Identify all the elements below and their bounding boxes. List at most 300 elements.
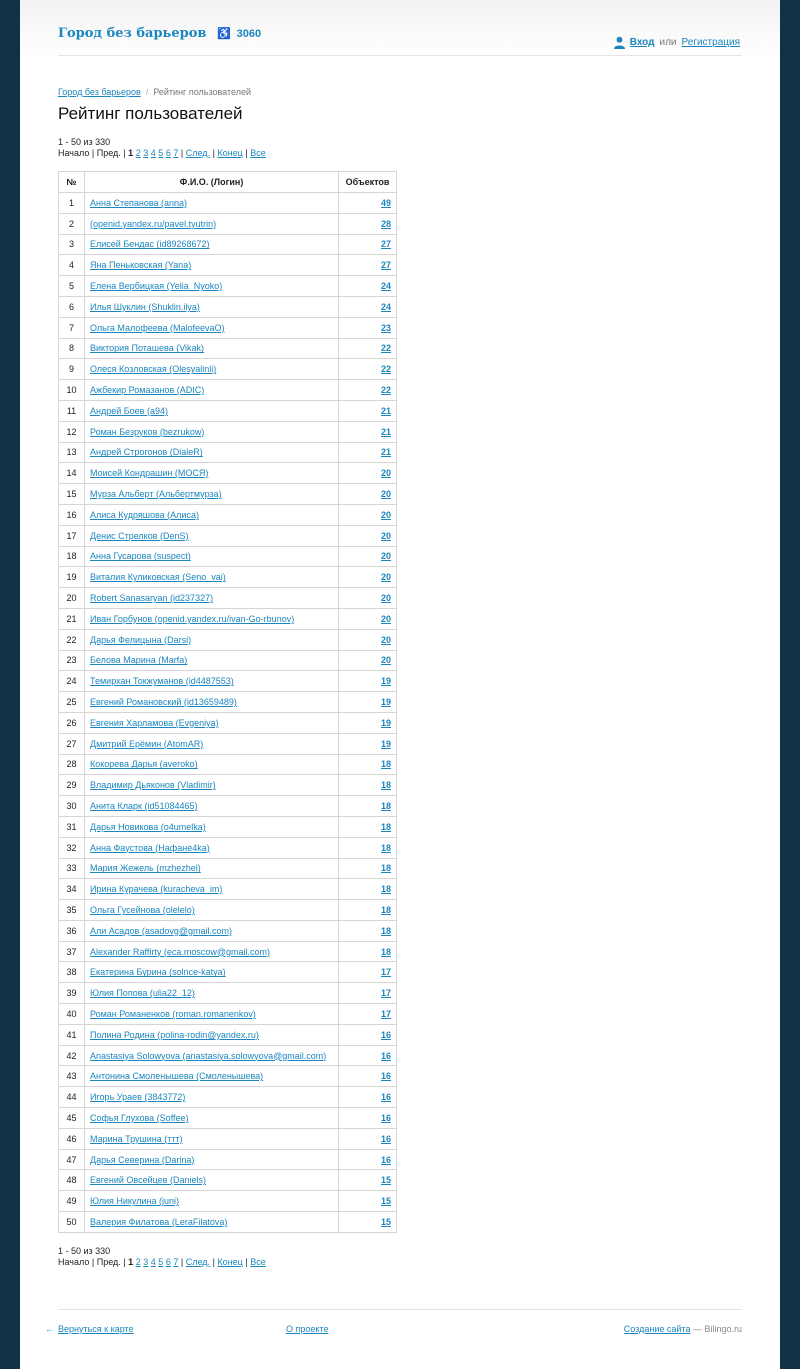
user-link[interactable]: Валерия Филатова (LeraFilatova)	[90, 1216, 228, 1227]
login-link[interactable]: Вход	[629, 37, 655, 48]
pager-separator: |	[91, 148, 95, 158]
objects-cell	[339, 879, 397, 900]
objects-count-link[interactable]: 20	[380, 489, 391, 500]
user-link[interactable]: Иван Горбунов (openid.yandex.ru/ivan-Go-rbunov)	[90, 613, 295, 624]
objects-cell	[339, 900, 397, 921]
user-link[interactable]: Виталия Куликовская (Seno_vai)	[90, 572, 226, 583]
objects-count-link[interactable]: 16	[380, 1154, 391, 1165]
register-link[interactable]: Регистрация	[681, 37, 740, 48]
objects-count-link[interactable]: 20	[380, 468, 391, 479]
objects-count-link[interactable]: 19	[380, 697, 391, 708]
pager-separator: |	[212, 1257, 215, 1267]
name-cell	[85, 1108, 339, 1129]
objects-count-link[interactable]: 18	[380, 821, 391, 832]
user-link[interactable]: Владимир Дьяконов (Vladimir)	[90, 780, 216, 791]
objects-count-link[interactable]: 18	[380, 759, 391, 770]
user-link[interactable]: Мария Жежель (mzhezhel)	[90, 863, 201, 874]
pager-bottom	[58, 1246, 266, 1268]
name-cell	[85, 712, 339, 733]
table-row	[59, 671, 397, 692]
objects-cell	[339, 1149, 397, 1170]
header-num: №	[59, 172, 85, 193]
objects-cell	[339, 1170, 397, 1191]
row-number: 30	[59, 796, 85, 817]
objects-count-link[interactable]: 20	[380, 634, 391, 645]
objects-count-link[interactable]: 16	[380, 1029, 391, 1040]
pager-last-link[interactable]: Конец	[217, 148, 243, 158]
objects-count-link[interactable]: 23	[380, 322, 391, 333]
name-cell	[85, 1149, 339, 1170]
objects-count-link[interactable]: 19	[380, 738, 391, 749]
table-row	[59, 629, 397, 650]
page-title: Рейтинг пользователей	[58, 104, 243, 123]
objects-cell	[339, 775, 397, 796]
pager-page-link[interactable]: 3	[143, 1257, 149, 1267]
about-link[interactable]: О проекте	[286, 1324, 329, 1334]
objects-cell	[339, 858, 397, 879]
table-row	[59, 1087, 397, 1108]
objects-count-link[interactable]: 16	[380, 1050, 391, 1061]
table-row	[59, 276, 397, 297]
user-link[interactable]: Анна Гусарова (suspect)	[90, 551, 191, 562]
name-cell	[85, 837, 339, 858]
name-cell	[85, 1045, 339, 1066]
name-cell	[85, 1004, 339, 1025]
objects-cell	[339, 234, 397, 255]
user-link[interactable]: Полина Родина (polina-rodin@yandex.ru)	[90, 1029, 259, 1040]
name-cell	[85, 941, 339, 962]
user-link[interactable]: Дарья Новикова (o4umelka)	[90, 821, 206, 832]
pager-page-link[interactable]: 4	[150, 148, 156, 158]
row-number: 17	[59, 525, 85, 546]
row-number: 9	[59, 359, 85, 380]
name-cell	[85, 504, 339, 525]
objects-cell	[339, 1108, 397, 1129]
row-number: 2	[59, 213, 85, 234]
user-link[interactable]: Яна Пеньковская (Yana)	[90, 260, 192, 271]
user-link[interactable]: Robert Sanasaryan (id237327)	[90, 593, 214, 604]
user-link[interactable]: Темирхан Токжуманов (id4487553)	[90, 676, 234, 687]
footer-back	[45, 1324, 134, 1334]
user-link[interactable]: Anastasiya Solowyova (anastasiya.solowyova@gmail.com)	[90, 1050, 327, 1061]
name-cell	[85, 213, 339, 234]
name-cell	[85, 400, 339, 421]
objects-count-link[interactable]: 15	[380, 1216, 391, 1227]
name-cell	[85, 629, 339, 650]
objects-count-link[interactable]: 16	[380, 1112, 391, 1123]
header-objects: Объектов	[339, 172, 397, 193]
objects-count-link[interactable]: 24	[380, 301, 391, 312]
objects-count-link[interactable]: 19	[380, 717, 391, 728]
name-cell	[85, 1191, 339, 1212]
user-link[interactable]: Олеся Козловская (Olesyalinli)	[90, 364, 217, 375]
user-link[interactable]: Алиса Кудряшова (Алиса)	[90, 509, 199, 520]
table-row	[59, 317, 397, 338]
table-row	[59, 858, 397, 879]
user-link[interactable]: Кокорева Дарья (averoko)	[90, 759, 198, 770]
objects-count-link[interactable]: 17	[380, 967, 391, 978]
rating-table	[58, 171, 397, 1233]
name-cell	[85, 1170, 339, 1191]
user-link[interactable]: Марина Трушина (ттт)	[90, 1133, 183, 1144]
table-row	[59, 1128, 397, 1149]
name-cell	[85, 1024, 339, 1045]
objects-count-link[interactable]: 18	[380, 884, 391, 895]
row-number: 44	[59, 1087, 85, 1108]
objects-count-link[interactable]: 20	[380, 509, 391, 520]
objects-cell	[339, 1045, 397, 1066]
pager-page-link[interactable]: 7	[173, 148, 179, 158]
objects-count-link[interactable]: 22	[380, 343, 391, 354]
site-logo[interactable]	[58, 26, 261, 41]
user-link[interactable]: Екатерина Бурина (solnce-katya)	[90, 967, 226, 978]
table-row	[59, 1066, 397, 1087]
row-number: 1	[59, 193, 85, 214]
pager-last-link[interactable]: Конец	[217, 1257, 243, 1267]
header-name: Ф.И.О. (Логин)	[85, 172, 339, 193]
name-cell	[85, 380, 339, 401]
objects-count-link[interactable]: 49	[380, 197, 391, 208]
table-row	[59, 1170, 397, 1191]
name-cell	[85, 858, 339, 879]
row-number: 13	[59, 442, 85, 463]
divider	[58, 1309, 742, 1310]
user-link[interactable]: (openid.yandex.ru/pavel.tyutrin)	[90, 218, 217, 229]
table-row	[59, 1045, 397, 1066]
user-link[interactable]: Елена Вербицкая (Yelia_Nyoko)	[90, 281, 223, 292]
pager-separator: |	[180, 148, 184, 158]
row-number: 12	[59, 421, 85, 442]
name-cell	[85, 421, 339, 442]
user-link[interactable]: Андрей Боев (a94)	[90, 405, 168, 416]
pager-next-link[interactable]: След.	[185, 148, 211, 158]
row-number: 32	[59, 837, 85, 858]
objects-count: 3060	[236, 28, 262, 40]
table-row	[59, 1024, 397, 1045]
objects-count-link[interactable]: 18	[380, 842, 391, 853]
table-row	[59, 525, 397, 546]
table-row	[59, 567, 397, 588]
objects-count-link[interactable]: 19	[380, 676, 391, 687]
site-title[interactable]: Город без барьеров	[58, 26, 207, 41]
back-arrow-icon: ←	[45, 1324, 54, 1334]
objects-count-link[interactable]: 20	[380, 551, 391, 562]
row-number: 22	[59, 629, 85, 650]
row-number: 48	[59, 1170, 85, 1191]
objects-cell	[339, 754, 397, 775]
user-link[interactable]: Евгения Харламова (Evgeniya)	[90, 717, 219, 728]
objects-count-link[interactable]: 20	[380, 572, 391, 583]
table-row	[59, 546, 397, 567]
name-cell	[85, 193, 339, 214]
objects-count-link[interactable]: 27	[380, 260, 391, 271]
name-cell	[85, 671, 339, 692]
wheelchair-icon: ♿	[216, 27, 231, 40]
user-link[interactable]: Елисей Бендас (id89268672)	[90, 239, 210, 250]
objects-count-link[interactable]: 18	[380, 946, 391, 957]
objects-cell	[339, 588, 397, 609]
name-cell	[85, 525, 339, 546]
objects-cell	[339, 463, 397, 484]
user-link[interactable]: Роман Безруков (bezrukow)	[90, 426, 205, 437]
objects-cell	[339, 567, 397, 588]
or-text: или	[659, 37, 677, 48]
row-number: 18	[59, 546, 85, 567]
objects-cell	[339, 421, 397, 442]
table-row	[59, 1212, 397, 1233]
table-row	[59, 962, 397, 983]
pager-page-link[interactable]: 4	[150, 1257, 156, 1267]
objects-cell	[339, 920, 397, 941]
user-link[interactable]: Анна Степанова (anna)	[90, 197, 188, 208]
objects-count-link[interactable]: 16	[380, 1133, 391, 1144]
objects-cell	[339, 837, 397, 858]
row-number: 10	[59, 380, 85, 401]
breadcrumb-separator: /	[145, 87, 149, 97]
name-cell	[85, 692, 339, 713]
user-link[interactable]: Игорь Ураев (3843772)	[90, 1092, 186, 1103]
row-number: 43	[59, 1066, 85, 1087]
pager-first: Начало	[58, 148, 90, 158]
footer-about	[286, 1324, 328, 1334]
objects-cell	[339, 1087, 397, 1108]
objects-count-link[interactable]: 20	[380, 530, 391, 541]
pager-page-link[interactable]: 3	[143, 148, 149, 158]
table-row	[59, 1004, 397, 1025]
row-number: 28	[59, 754, 85, 775]
objects-cell	[339, 733, 397, 754]
table-row	[59, 463, 397, 484]
pager-current-page: 1	[128, 1257, 134, 1267]
pager-next-link[interactable]: След.	[185, 1257, 211, 1267]
name-cell	[85, 546, 339, 567]
objects-count-link[interactable]: 15	[380, 1196, 391, 1207]
footer-credit	[624, 1324, 742, 1334]
pager-page-link[interactable]: 6	[165, 148, 171, 158]
name-cell	[85, 338, 339, 359]
credit-text: — Bilingo.ru	[692, 1324, 742, 1334]
name-cell	[85, 754, 339, 775]
pager-first: Начало	[58, 1257, 90, 1267]
user-link[interactable]: Илья Шуклин (Shuklin.ilya)	[90, 301, 200, 312]
table-row	[59, 504, 397, 525]
objects-cell	[339, 608, 397, 629]
name-cell	[85, 567, 339, 588]
row-number: 50	[59, 1212, 85, 1233]
name-cell	[85, 900, 339, 921]
table-row	[59, 1108, 397, 1129]
user-link[interactable]: Антонина Смоленышева (Смоленышева)	[90, 1071, 264, 1082]
objects-count-link[interactable]: 15	[380, 1175, 391, 1186]
user-link[interactable]: Роман Романенков (roman.romanenkov)	[90, 1008, 256, 1019]
user-link[interactable]: Али Асадов (asadovg@gmail.com)	[90, 925, 232, 936]
objects-count-link[interactable]: 24	[380, 281, 391, 292]
table-row	[59, 359, 397, 380]
table-row	[59, 941, 397, 962]
row-number: 24	[59, 671, 85, 692]
name-cell	[85, 1128, 339, 1149]
user-link[interactable]: Ажбекир Ромазанов (ADIC)	[90, 385, 205, 396]
objects-cell	[339, 525, 397, 546]
user-link[interactable]: Денис Стрелков (DenS)	[90, 530, 189, 541]
breadcrumb-home[interactable]: Город без барьеров	[58, 87, 141, 97]
pager-separator: |	[245, 1257, 248, 1267]
table-row	[59, 234, 397, 255]
row-number: 19	[59, 567, 85, 588]
pager-range: 1 - 50 из 330	[58, 137, 111, 147]
objects-cell	[339, 1004, 397, 1025]
objects-cell	[339, 941, 397, 962]
objects-cell	[339, 1128, 397, 1149]
row-number: 47	[59, 1149, 85, 1170]
row-number: 46	[59, 1128, 85, 1149]
objects-count-link[interactable]: 18	[380, 925, 391, 936]
objects-cell	[339, 962, 397, 983]
objects-count-link[interactable]: 21	[380, 405, 391, 416]
pager-page-link[interactable]: 5	[158, 1257, 164, 1267]
row-number: 5	[59, 276, 85, 297]
objects-count-link[interactable]: 20	[380, 613, 391, 624]
auth-links	[613, 36, 740, 49]
objects-count-link[interactable]: 22	[380, 385, 391, 396]
pager-page-link[interactable]: 5	[158, 148, 164, 158]
name-cell	[85, 920, 339, 941]
user-link[interactable]: Юлия Никулина (juni)	[90, 1196, 179, 1207]
pager-prev: Пред.	[96, 1257, 121, 1267]
table-row	[59, 213, 397, 234]
objects-cell	[339, 484, 397, 505]
table-row	[59, 837, 397, 858]
objects-count-link[interactable]: 22	[380, 364, 391, 375]
pager-all-link[interactable]: Все	[250, 1257, 266, 1267]
objects-count-link[interactable]: 16	[380, 1092, 391, 1103]
table-row	[59, 400, 397, 421]
objects-count-link[interactable]: 18	[380, 801, 391, 811]
table-row	[59, 692, 397, 713]
name-cell	[85, 650, 339, 671]
user-link[interactable]: Ирина Курачева (kuracheva_im)	[90, 884, 223, 895]
objects-count-link[interactable]: 17	[380, 1008, 391, 1019]
table-row	[59, 920, 397, 941]
objects-count-link[interactable]: 28	[380, 218, 391, 229]
user-link[interactable]: Анита Кларк (id51084465)	[90, 801, 198, 811]
user-link[interactable]: Юлия Попова (ulia22_12)	[90, 988, 195, 999]
user-link[interactable]: Ольга Гусейнова (olelelo)	[90, 904, 195, 915]
table-row	[59, 380, 397, 401]
user-link[interactable]: Ольга Малофеева (MalofeevaO)	[90, 322, 225, 333]
row-number: 35	[59, 900, 85, 921]
objects-cell	[339, 671, 397, 692]
objects-cell	[339, 796, 397, 817]
name-cell	[85, 962, 339, 983]
name-cell	[85, 484, 339, 505]
objects-count-link[interactable]: 18	[380, 863, 391, 874]
objects-cell	[339, 712, 397, 733]
objects-cell	[339, 400, 397, 421]
divider	[58, 55, 742, 56]
user-link[interactable]: Белова Марина (Marfa)	[90, 655, 188, 666]
objects-cell	[339, 276, 397, 297]
pager-page-link[interactable]: 2	[135, 1257, 141, 1267]
table-row	[59, 588, 397, 609]
objects-count-link[interactable]: 20	[380, 655, 391, 666]
objects-cell	[339, 1066, 397, 1087]
user-link[interactable]: Анна Фаустова (Нафане4ka)	[90, 842, 210, 853]
table-row	[59, 1149, 397, 1170]
row-number: 45	[59, 1108, 85, 1129]
objects-cell	[339, 359, 397, 380]
table-header-row	[59, 172, 397, 193]
pager-page-link[interactable]: 7	[173, 1257, 179, 1267]
row-number: 26	[59, 712, 85, 733]
user-link[interactable]: Виктория Поташева (Vikak)	[90, 343, 205, 354]
objects-cell	[339, 380, 397, 401]
name-cell	[85, 608, 339, 629]
pager-page-link[interactable]: 2	[135, 148, 141, 158]
objects-count-link[interactable]: 18	[380, 780, 391, 791]
pager-prev: Пред.	[96, 148, 121, 158]
user-link[interactable]: Евгений Овсейцев (Daniels)	[90, 1175, 206, 1186]
row-number: 27	[59, 733, 85, 754]
pager-page-link[interactable]: 6	[165, 1257, 171, 1267]
user-link[interactable]: Андрей Строгонов (DialeR)	[90, 447, 203, 458]
objects-cell	[339, 650, 397, 671]
site-creation-link[interactable]: Создание сайта	[623, 1324, 691, 1334]
objects-count-link[interactable]: 27	[380, 239, 391, 250]
user-link[interactable]: Alexander Raffirty (eca.moscow@gmail.com)	[90, 946, 271, 957]
objects-count-link[interactable]: 20	[380, 593, 391, 604]
name-cell	[85, 1212, 339, 1233]
objects-cell	[339, 442, 397, 463]
objects-count-link[interactable]: 16	[380, 1071, 391, 1082]
row-number: 11	[59, 400, 85, 421]
table-row	[59, 733, 397, 754]
objects-cell	[339, 816, 397, 837]
row-number: 16	[59, 504, 85, 525]
row-number: 23	[59, 650, 85, 671]
objects-count-link[interactable]: 18	[380, 904, 391, 915]
table-row	[59, 193, 397, 214]
user-link[interactable]: Дарья Северина (Darina)	[90, 1154, 195, 1165]
table-row	[59, 484, 397, 505]
row-number: 38	[59, 962, 85, 983]
user-link[interactable]: Софья Глухова (Soffee)	[90, 1112, 189, 1123]
objects-cell	[339, 317, 397, 338]
name-cell	[85, 775, 339, 796]
pager-all-link[interactable]: Все	[250, 148, 266, 158]
table-row	[59, 879, 397, 900]
objects-cell	[339, 296, 397, 317]
table-row	[59, 421, 397, 442]
user-link[interactable]: Мурза Альберт (Альбертмурза)	[90, 489, 222, 500]
objects-cell	[339, 255, 397, 276]
objects-count-link[interactable]: 21	[380, 426, 391, 437]
table-row	[59, 754, 397, 775]
breadcrumb	[58, 87, 251, 97]
user-link[interactable]: Евгений Романовский (id13659489)	[90, 697, 237, 708]
pager-top	[58, 137, 266, 159]
name-cell	[85, 276, 339, 297]
user-link[interactable]: Моисей Кондрашин (МОСЯ)	[90, 468, 209, 479]
user-link[interactable]: Дмитрий Ерёмин (AtomAR)	[90, 738, 204, 749]
row-number: 41	[59, 1024, 85, 1045]
objects-count-link[interactable]: 17	[380, 988, 391, 999]
row-number: 42	[59, 1045, 85, 1066]
pager-range: 1 - 50 из 330	[58, 1246, 111, 1256]
objects-count-link[interactable]: 21	[380, 447, 391, 458]
back-to-map-link[interactable]: Вернуться к карте	[58, 1324, 134, 1334]
user-link[interactable]: Дарья Фелицына (Darsi)	[90, 634, 192, 645]
